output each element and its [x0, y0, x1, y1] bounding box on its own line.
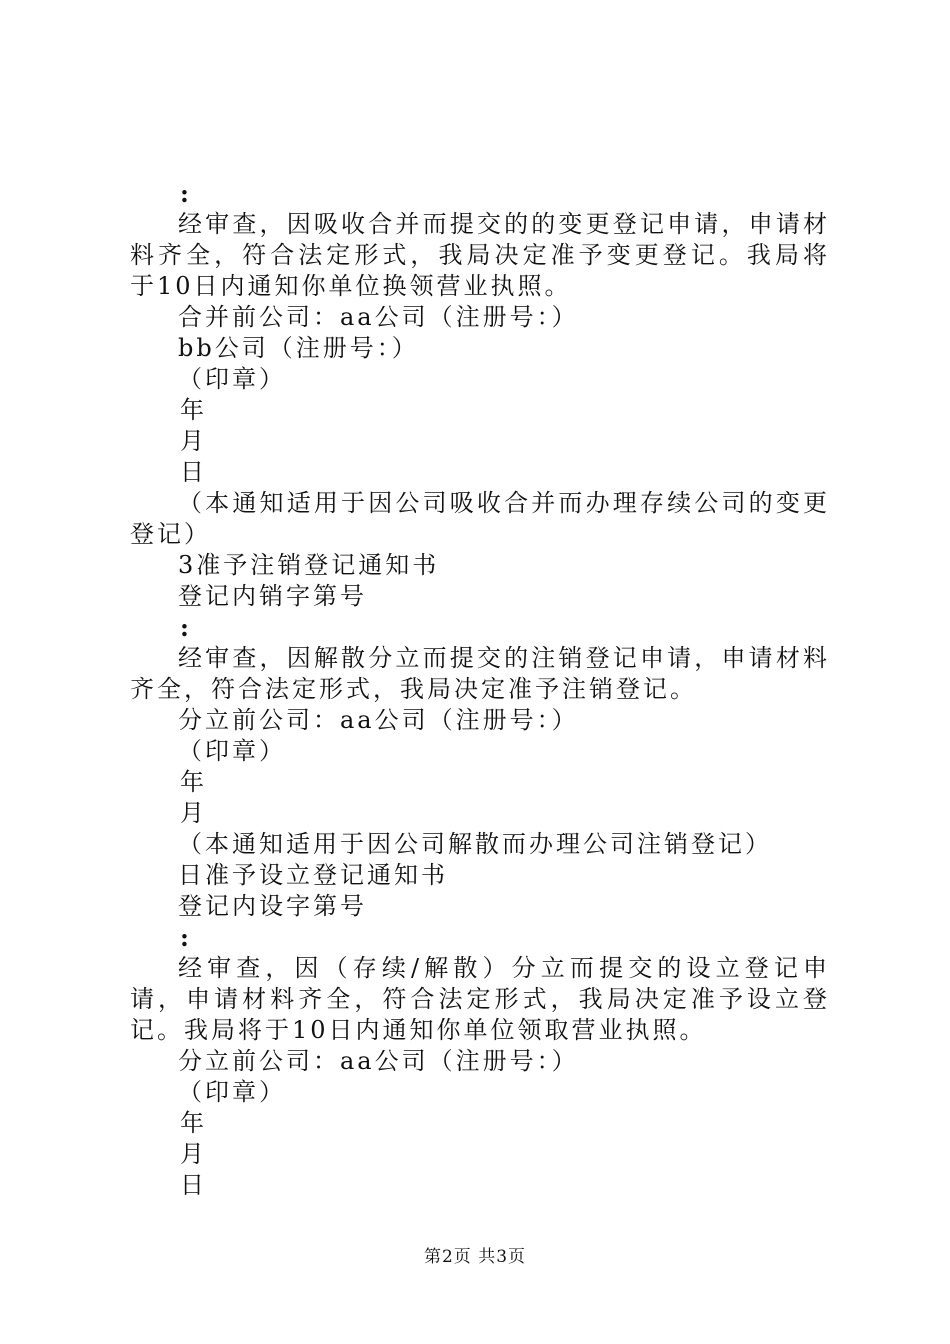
date-year: 年	[180, 396, 207, 424]
date-day: 日	[180, 458, 207, 486]
deregistration-note: （本通知适用于因公司解散而办理公司注销登记）	[178, 830, 772, 858]
salutation-colon: :	[180, 923, 192, 952]
salutation-colon: :	[180, 613, 192, 642]
date-month: 月	[180, 427, 207, 455]
page-footer: 第2页 共3页	[423, 1247, 527, 1267]
date-day: 日	[180, 1171, 207, 1199]
salutation-colon: :	[180, 179, 192, 208]
document-page	[130, 178, 830, 1201]
date-year: 年	[180, 768, 207, 796]
merger-company-bb: bb公司（注册号：）	[178, 334, 419, 362]
deregistration-body: 经审查，因解散分立而提交的注销登记申请，申请材料齐全，符合法定形式，我局决定准予注销登记。	[130, 644, 830, 703]
merger-approval-body: 经审查，因吸收合并而提交的的变更登记申请，申请材料齐全，符合法定形式，我局决定准予变更登记。我局将于10日内通知你单位换领营业执照。	[130, 210, 830, 300]
deregistration-ref: 登记内销字第号	[178, 582, 367, 610]
establishment-body: 经审查，因（存续/解散）分立而提交的设立登记申请，申请材料齐全，符合法定形式，我局决定准予设立登记。我局将于10日内通知你单位领取营业执照。	[130, 954, 830, 1044]
merger-company-before: 合并前公司：aa公司（注册号：）	[178, 303, 579, 331]
date-month: 月	[180, 799, 207, 827]
merger-note: （本通知适用于因公司吸收合并而办理存续公司的变更登记）	[130, 489, 830, 548]
establishment-title: 日准予设立登记通知书	[178, 861, 448, 889]
split-company-before: 分立前公司：aa公司（注册号：）	[178, 1047, 579, 1075]
deregistration-title: 3准予注销登记通知书	[178, 551, 440, 579]
establishment-ref: 登记内设字第号	[178, 892, 367, 920]
split-company-before: 分立前公司：aa公司（注册号：）	[178, 706, 579, 734]
date-month: 月	[180, 1140, 207, 1168]
date-year: 年	[180, 1109, 207, 1137]
seal-label: （印章）	[178, 737, 286, 765]
seal-label: （印章）	[178, 1078, 286, 1106]
seal-label: （印章）	[178, 365, 286, 393]
